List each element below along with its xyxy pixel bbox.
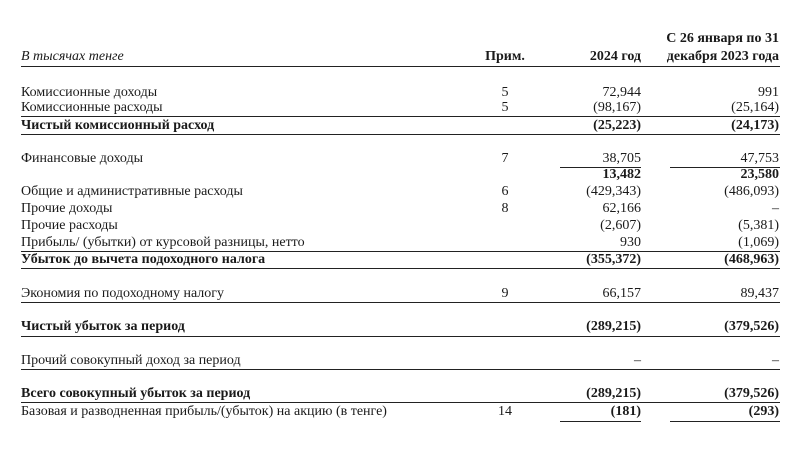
row-value-2024: 72,944 — [602, 85, 641, 100]
row-note: 5 — [501, 100, 509, 115]
row-value-2023: (25,164) — [731, 100, 779, 115]
row-value-2023: (379,526) — [724, 319, 779, 334]
row-value-2023: (468,963) — [724, 252, 779, 267]
row-rule — [21, 116, 780, 117]
bottom-rule-2023 — [670, 421, 780, 422]
row-value-2023: 991 — [758, 85, 779, 100]
row-label: Чистый комиссионный расход — [21, 118, 215, 133]
row-value-2024: (2,607) — [600, 218, 641, 233]
col-2024-header: 2024 год — [589, 49, 641, 64]
row-value-2024: (181) — [610, 404, 641, 419]
row-value-2024: 62,166 — [602, 201, 641, 216]
note-column-header: Прим. — [485, 49, 525, 64]
row-value-2023: (486,093) — [724, 184, 779, 199]
unit-label: В тысячах тенге — [21, 49, 124, 64]
row-value-2024: 38,705 — [602, 151, 641, 166]
row-value-2023: – — [772, 201, 779, 216]
row-label: Финансовые доходы — [21, 151, 144, 166]
row-rule — [21, 369, 780, 370]
row-value-2024: (289,215) — [586, 319, 641, 334]
row-value-2023: (5,381) — [738, 218, 779, 233]
row-value-2024: (429,343) — [586, 184, 641, 199]
row-value-2024: (289,215) — [586, 386, 641, 401]
row-label: Общие и административные расходы — [21, 184, 243, 199]
row-value-2024: (25,223) — [593, 118, 641, 133]
row-label: Убыток до вычета подоходного налога — [21, 252, 266, 267]
row-value-2023: 23,580 — [740, 167, 779, 182]
row-label: Прочий совокупный доход за период — [21, 353, 241, 368]
col-2023-header-line1: С 26 января по 31 — [666, 31, 779, 46]
row-value-2023: (1,069) — [738, 235, 779, 250]
row-value-2024: 13,482 — [602, 167, 641, 182]
row-value-2023: 89,437 — [740, 286, 779, 301]
row-label: Комиссионные доходы — [21, 85, 158, 100]
row-value-2023: 47,753 — [740, 151, 779, 166]
row-note: 14 — [498, 404, 512, 419]
row-rule — [21, 302, 780, 303]
row-label: Прочие доходы — [21, 201, 113, 216]
row-value-2024: – — [634, 353, 641, 368]
row-label: Комиссионные расходы — [21, 100, 163, 115]
row-label: Чистый убыток за период — [21, 319, 185, 334]
bottom-rule-2024 — [560, 421, 641, 422]
row-note: 9 — [501, 286, 509, 301]
row-value-2024: (355,372) — [586, 252, 641, 267]
row-value-2023: (24,173) — [731, 118, 779, 133]
row-value-2023: (293) — [748, 404, 779, 419]
row-note: 7 — [501, 151, 509, 166]
row-value-2024: 66,157 — [602, 286, 641, 301]
row-note: 6 — [501, 184, 509, 199]
row-label: Экономия по подоходному налогу — [21, 286, 225, 301]
row-rule — [21, 134, 780, 135]
row-value-2023: – — [772, 353, 779, 368]
row-rule — [21, 402, 780, 403]
row-label: Прибыль/ (убытки) от курсовой разницы, нетто — [21, 235, 305, 250]
col-2023-header-line2: декабря 2023 года — [666, 49, 779, 64]
row-rule — [21, 336, 780, 337]
row-label: Базовая и разводненная прибыль/(убыток) на акцию (в тенге) — [21, 404, 387, 419]
row-rule — [21, 268, 780, 269]
row-note: 5 — [501, 85, 509, 100]
row-label: Прочие расходы — [21, 218, 118, 233]
row-value-2024: 930 — [620, 235, 641, 250]
row-note: 8 — [501, 201, 509, 216]
row-label: Всего совокупный убыток за период — [21, 386, 251, 401]
row-value-2024: (98,167) — [593, 100, 641, 115]
row-value-2023: (379,526) — [724, 386, 779, 401]
header-rule — [21, 66, 780, 67]
